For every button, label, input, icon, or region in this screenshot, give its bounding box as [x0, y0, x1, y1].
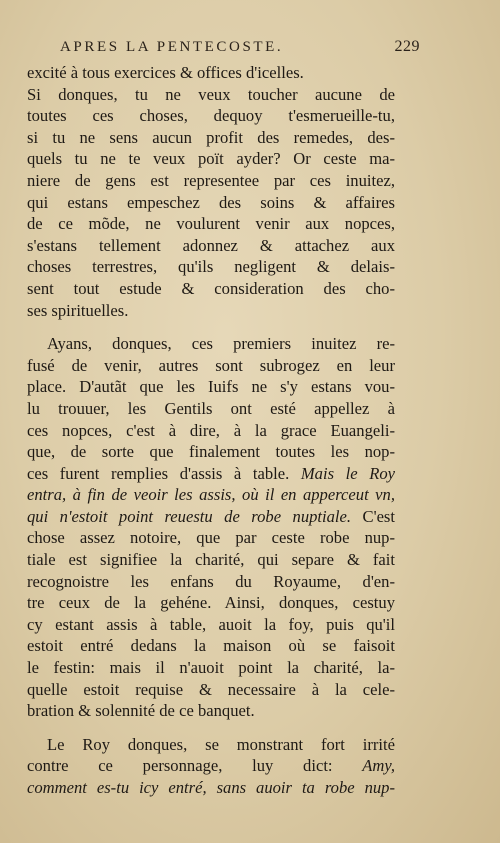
text-line: s'estans tellement adonnez & attachez aux: [27, 235, 395, 255]
text-line: sent tout estude & consideration des cho-: [27, 278, 395, 298]
text-line: bration & solennité de ce banquet.: [27, 701, 255, 721]
text-line: de ce mõde, ne voulurent venir aux nopces,: [27, 214, 395, 234]
text-line: Ayans, donques, ces premiers inuitez re-: [47, 334, 395, 354]
text-line: estoit entré dedans la maison où se faisoit: [27, 636, 395, 656]
text-line: que, de sorte que finalement toutes les nop-: [27, 442, 395, 462]
page-number: 229: [394, 38, 420, 55]
roman-text: C'est: [351, 506, 396, 526]
text-line: [27, 463, 395, 485]
text-line: lu trouuer, les Gentils ont esté appellez à: [27, 398, 395, 418]
italic-quote-line: entra, à fin de veoir les assis, où il en apperceut vn,: [27, 485, 395, 505]
body-text: [27, 62, 395, 799]
text-line: fusé de venir, autres sont subrogez en leur: [27, 355, 395, 375]
text-line: le festin: mais il n'auoit point la charité, la-: [27, 658, 395, 678]
text-line: ses spirituelles.: [27, 300, 129, 320]
text-line: ces nopces, c'est à dire, à la grace Euangeli-: [27, 420, 395, 440]
text-line: place. D'autãt que les Iuifs ne s'y estans vou-: [27, 377, 395, 397]
roman-text: contre ce personnage, luy dict:: [27, 756, 363, 776]
running-header: [60, 38, 420, 56]
italic-quote-line: comment es-tu icy entré, sans auoir ta robe nup-: [27, 778, 395, 797]
text-line: niere de gens est representee par ces inuitez,: [27, 170, 395, 190]
text-line: recognoistre les enfans du Royaume, d'en-: [27, 571, 395, 591]
text-line: quelle estoit requise & necessaire à la cele-: [27, 679, 395, 699]
running-title: APRES LA PENTECOSTE.: [60, 39, 284, 55]
text-line: quels tu ne te veux poït ayder? Or ceste ma-: [27, 149, 395, 169]
text-line: Si donques, tu ne veux toucher aucune de: [27, 84, 395, 104]
text-line: tre ceux de la gehéne. Ainsi, donques, cestuy: [27, 593, 395, 613]
text-line: choses terrestres, qu'ils negligent & delais-: [27, 257, 395, 277]
roman-text: ces furent remplies d'assis à table.: [27, 463, 301, 483]
text-line: Le Roy donques, se monstrant fort irrité: [47, 734, 395, 754]
text-line: [27, 506, 395, 528]
text-line: chose assez notoire, que par ceste robe nup-: [27, 528, 395, 548]
paragraph-gap: [27, 321, 395, 333]
text-line: [27, 755, 395, 777]
text-line: toutes ces choses, dequoy t'esmerueille-tu,: [27, 106, 395, 126]
italic-quote: Amy,: [362, 756, 395, 776]
text-line: si tu ne sens aucun profit des remedes, des-: [27, 127, 395, 147]
text-line: tiale est signifiee la charité, qui separe & fait: [27, 550, 395, 570]
paragraph-gap: [27, 722, 395, 734]
italic-quote: qui n'estoit point reuestu de robe nuptiale.: [27, 506, 352, 526]
text-line: cy estant assis à table, auoit la foy, puis qu'il: [27, 614, 395, 634]
text-line: qui estans empeschez des soins & affaires: [27, 192, 395, 212]
text-line: excité à tous exercices & offices d'icelles.: [27, 63, 304, 82]
italic-quote: Mais le Roy: [300, 463, 395, 483]
